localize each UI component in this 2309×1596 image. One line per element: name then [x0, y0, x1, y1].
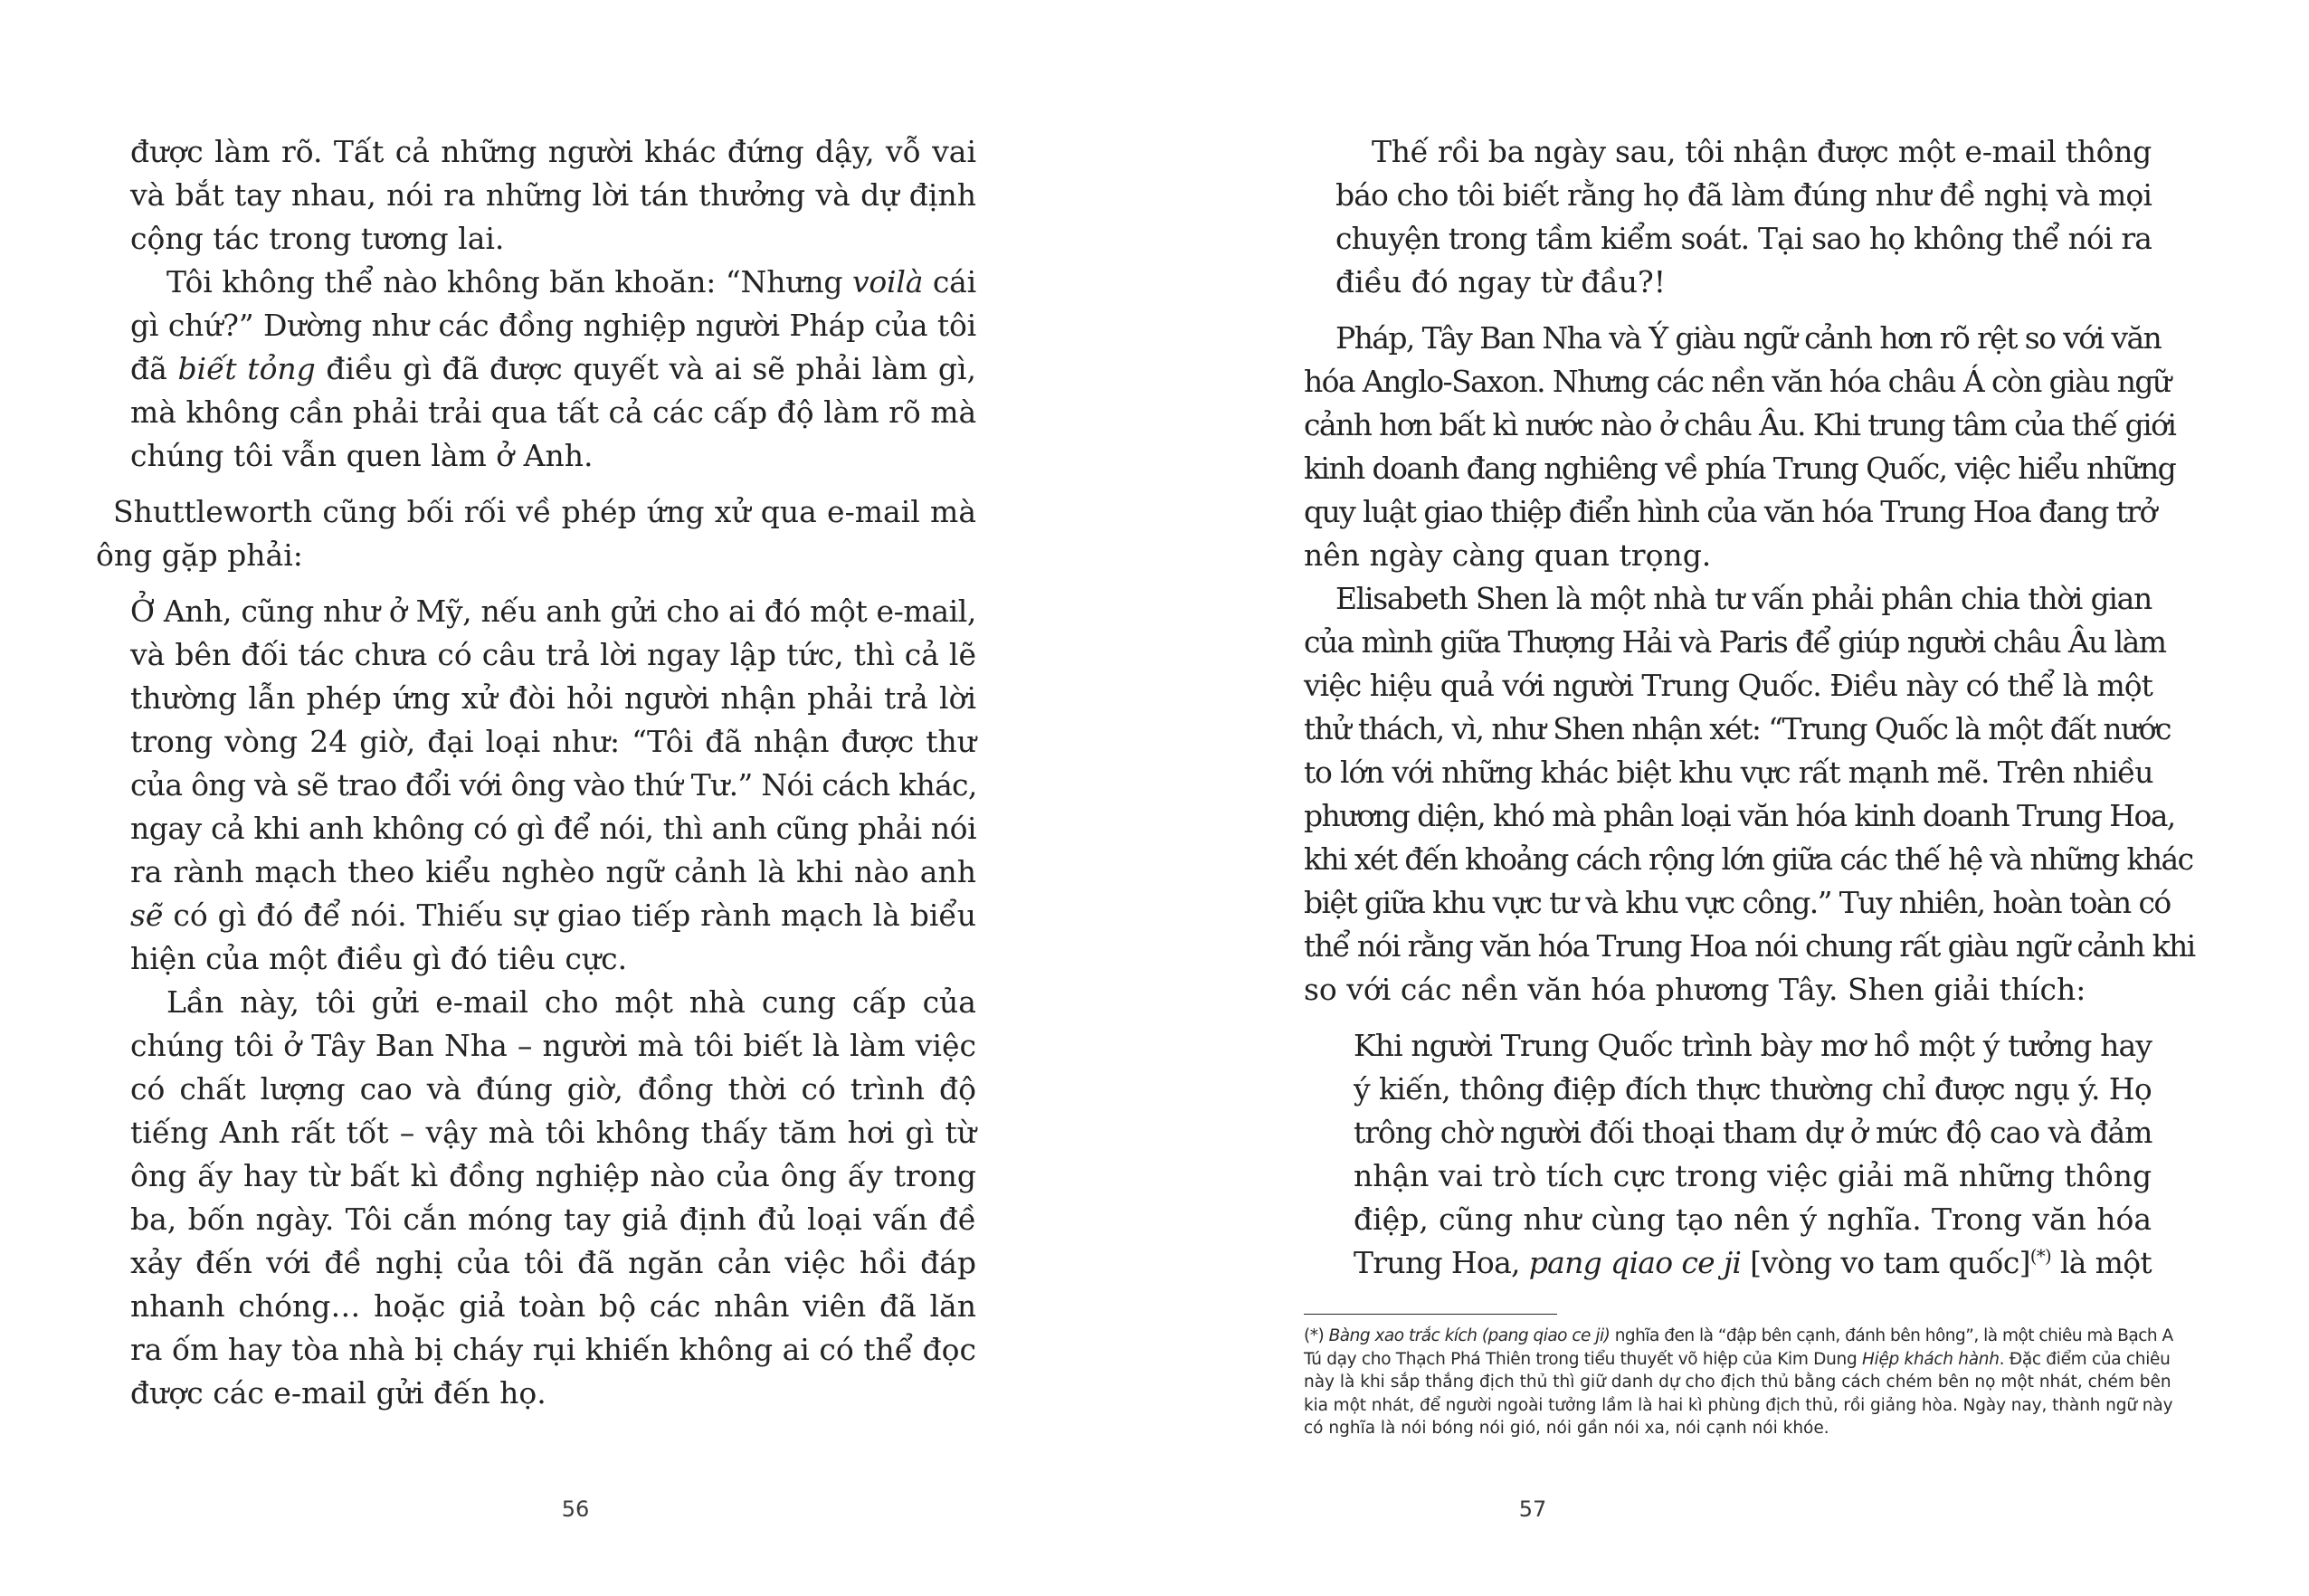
footnote-line — [1304, 1325, 2174, 1348]
text-line: thể nói rằng văn hóa Trung Hoa nói chung rất giàu ngữ cảnh khi — [1304, 928, 2195, 964]
text-run: là một — [2051, 1245, 2152, 1280]
italic-term: Bàng xao trắc kích (pang qiao ce ji) — [1328, 1326, 1611, 1345]
text-run: (*) — [1304, 1326, 1329, 1345]
quote-continuation — [1335, 130, 2152, 304]
text-run: Tú dạy cho Thạch Phá Thiên trong tiểu thuyết võ hiệp của Kim Dung — [1304, 1349, 1862, 1369]
text-line: biệt giữa khu vực tư và khu vực công.” Tuy nhiên, hoàn toàn có — [1304, 885, 2171, 920]
text-line: ý kiến, thông điệp đích thực thường chỉ được ngụ ý. Họ — [1354, 1071, 2152, 1107]
text-line: thử thách, vì, như Shen nhận xét: “Trung Quốc là một đất nước — [1304, 711, 2171, 746]
text-line: việc hiệu quả với người Trung Quốc. Điều này có thể là một — [1304, 668, 2152, 703]
text-line: ông ấy hay từ bất kì đồng nghiệp nào của ông ấy trong — [130, 1158, 976, 1193]
text-line: của mình giữa Thượng Hải và Paris để giúp người châu Âu làm — [1304, 624, 2166, 660]
text-run: nghĩa đen là “đập bên cạnh, đánh bên hông”, là một chiêu mà Bạch A — [1610, 1326, 2173, 1345]
footnote-line — [1304, 1348, 2174, 1372]
text-line: được các e-mail gửi đến họ. — [130, 1375, 546, 1411]
text-line: chúng tôi ở Tây Ban Nha – người mà tôi biết là làm việc — [130, 1028, 976, 1063]
text-line: thường lẫn phép ứng xử đòi hỏi người nhận phải trả lời — [130, 680, 976, 716]
right-text-column — [1304, 130, 2195, 1285]
left-page — [0, 0, 1154, 1596]
text-line: phương diện, khó mà phân loại văn hóa kinh doanh Trung Hoa, — [1304, 798, 2175, 833]
body-paragraph — [1304, 317, 2176, 577]
text-line: trong vòng 24 giờ, đại loại như: “Tôi đã nhận được thư — [130, 724, 976, 759]
text-run: [vòng vo tam quốc] — [1741, 1245, 2030, 1280]
text-line: nên ngày càng quan trọng. — [1304, 537, 1712, 573]
left-text-column — [96, 130, 977, 1415]
text-line: Khi người Trung Quốc trình bày mơ hồ một ý tưởng hay — [1354, 1028, 2152, 1063]
text-line: chúng tôi vẫn quen làm ở Anh. — [130, 438, 594, 473]
text-line: chuyện trong tầm kiểm soát. Tại sao họ không thể nói ra — [1335, 221, 2152, 256]
text-run: Trung Hoa, — [1354, 1245, 1529, 1280]
text-line: mà không cần phải trải qua tất cả các cấp độ làm rõ mà — [130, 394, 977, 430]
italic-term: voilà — [851, 264, 924, 299]
italic-term: Hiệp khách hành — [1862, 1349, 2000, 1369]
text-run: đã — [130, 351, 178, 386]
text-line: tiếng Anh rất tốt – vậy mà tôi không thấy tăm hơi gì từ — [130, 1115, 976, 1150]
italic-term: sẽ — [130, 898, 164, 933]
text-line: điều đó ngay từ đầu?! — [1335, 264, 1666, 299]
footnote — [1304, 1325, 2174, 1440]
body-paragraph — [96, 490, 976, 577]
text-line: được làm rõ. Tất cả những người khác đứng dậy, vỗ vai — [130, 134, 976, 169]
text-run: . Đặc điểm của chiêu — [1999, 1349, 2171, 1369]
text-line: cảnh hơn bất kì nước nào ở châu Âu. Khi trung tâm của thế giới — [1304, 407, 2176, 442]
text-line: và bên đối tác chưa có câu trả lời ngay lập tức, thì cả lẽ — [130, 637, 976, 672]
text-line: ra rành mạch theo kiểu nghèo ngữ cảnh là khi nào anh — [130, 854, 976, 889]
text-line: quy luật giao thiệp điển hình của văn hóa Trung Hoa đang trở — [1304, 494, 2156, 529]
text-line: gì chứ?” Dường như các đồng nghiệp người Pháp của tôi — [130, 308, 976, 343]
footnote-line: này là khi sắp thắng địch thủ thì giữ danh dự cho địch thủ bằng cách chém bên nọ một nhát, chém bên — [1304, 1373, 2171, 1392]
body-paragraph — [1304, 577, 2195, 1012]
text-line: Elisabeth Shen là một nhà tư vấn phải phân chia thời gian — [1335, 581, 2152, 616]
block-quote — [130, 590, 976, 1415]
text-line: xảy đến với đề nghị của tôi đã ngăn cản việc hồi đáp — [130, 1245, 976, 1280]
text-line: nhanh chóng… hoặc giả toàn bộ các nhân viên đã lăn — [130, 1288, 976, 1324]
footnote-line: có nghĩa là nói bóng nói gió, nói gần nói xa, nói cạnh nói khóe. — [1304, 1419, 1829, 1438]
text-line: hiện của một điều gì đó tiêu cực. — [130, 941, 628, 976]
text-line: Pháp, Tây Ban Nha và Ý giàu ngữ cảnh hơn rõ rệt so với văn — [1335, 320, 2162, 356]
page-number: 56 — [561, 1496, 590, 1522]
text-line: báo cho tôi biết rằng họ đã làm đúng như đề nghị và mọi — [1335, 177, 2152, 213]
block-quote — [1354, 1024, 2152, 1285]
text-line: và bắt tay nhau, nói ra những lời tán thưởng và dự định — [130, 177, 976, 213]
quote-continuation — [130, 130, 976, 478]
text-line: Lần này, tôi gửi e-mail cho một nhà cung cấp của — [166, 984, 976, 1020]
text-line: ngay cả khi anh không có gì để nói, thì anh cũng phải nói — [130, 811, 976, 846]
text-line: khi xét đến khoảng cách rộng lớn giữa các thế hệ và những khác — [1304, 841, 2193, 877]
text-line: to lớn với những khác biệt khu vực rất mạnh mẽ. Trên nhiều — [1304, 755, 2153, 790]
text-line: cộng tác trong tương lai. — [130, 221, 505, 256]
text-line: có chất lượng cao và đúng giờ, đồng thời có trình độ — [130, 1071, 976, 1107]
text-line: kinh doanh đang nghiêng về phía Trung Quốc, việc hiểu những — [1304, 451, 2176, 486]
text-line: so với các nền văn hóa phương Tây. Shen giải thích: — [1304, 972, 2086, 1007]
text-run: có gì đó để nói. Thiếu sự giao tiếp rành mạch là biểu — [163, 898, 976, 933]
text-line: Ở Anh, cũng như ở Mỹ, nếu anh gửi cho ai đó một e-mail, — [130, 594, 976, 629]
text-line: ba, bốn ngày. Tôi cắn móng tay giả định đủ loại vấn đề — [130, 1202, 976, 1237]
text-run: Tôi không thể nào không băn khoăn: “Nhưng — [166, 264, 852, 299]
right-page — [1154, 0, 2309, 1596]
text-line — [1354, 1241, 2152, 1285]
text-line: Thế rồi ba ngày sau, tôi nhận được một e-mail thông — [1372, 134, 2152, 169]
page-number: 57 — [1518, 1496, 1547, 1522]
footnote-line: kia một nhát, để người ngoài tưởng lầm là hai kì phùng địch thủ, rồi giảng hòa. Ngày nay, thành ngữ này — [1304, 1395, 2173, 1415]
footnote-marker[interactable]: (*) — [2029, 1246, 2052, 1267]
text-run: cái — [923, 264, 976, 299]
text-line: nhận vai trò tích cực trong việc giải mã những thông — [1354, 1158, 2152, 1193]
text-line: hóa Anglo-Saxon. Nhưng các nền văn hóa châu Á còn giàu ngữ — [1304, 364, 2171, 399]
text-line — [130, 894, 976, 937]
text-line: ông gặp phải: — [96, 537, 303, 573]
text-line: điệp, cũng như cùng tạo nên ý nghĩa. Trong văn hóa — [1354, 1202, 2152, 1237]
text-line — [130, 347, 976, 391]
text-line: ra ốm hay tòa nhà bị cháy rụi khiến không ai có thể đọc — [130, 1332, 976, 1367]
italic-term: biết tỏng — [177, 351, 316, 386]
text-line: trông chờ người đối thoại tham dự ở mức độ cao và đảm — [1354, 1115, 2152, 1150]
text-line — [130, 261, 976, 304]
footnote-divider — [1304, 1314, 1557, 1315]
italic-term: pang qiao ce ji — [1528, 1245, 1742, 1280]
text-line: Shuttleworth cũng bối rối về phép ứng xử qua e-mail mà — [113, 494, 976, 529]
text-run: điều gì đã được quyết và ai sẽ phải làm gì, — [315, 351, 976, 386]
text-line: của ông và sẽ trao đổi với ông vào thứ Tư.” Nói cách khác, — [130, 767, 977, 803]
